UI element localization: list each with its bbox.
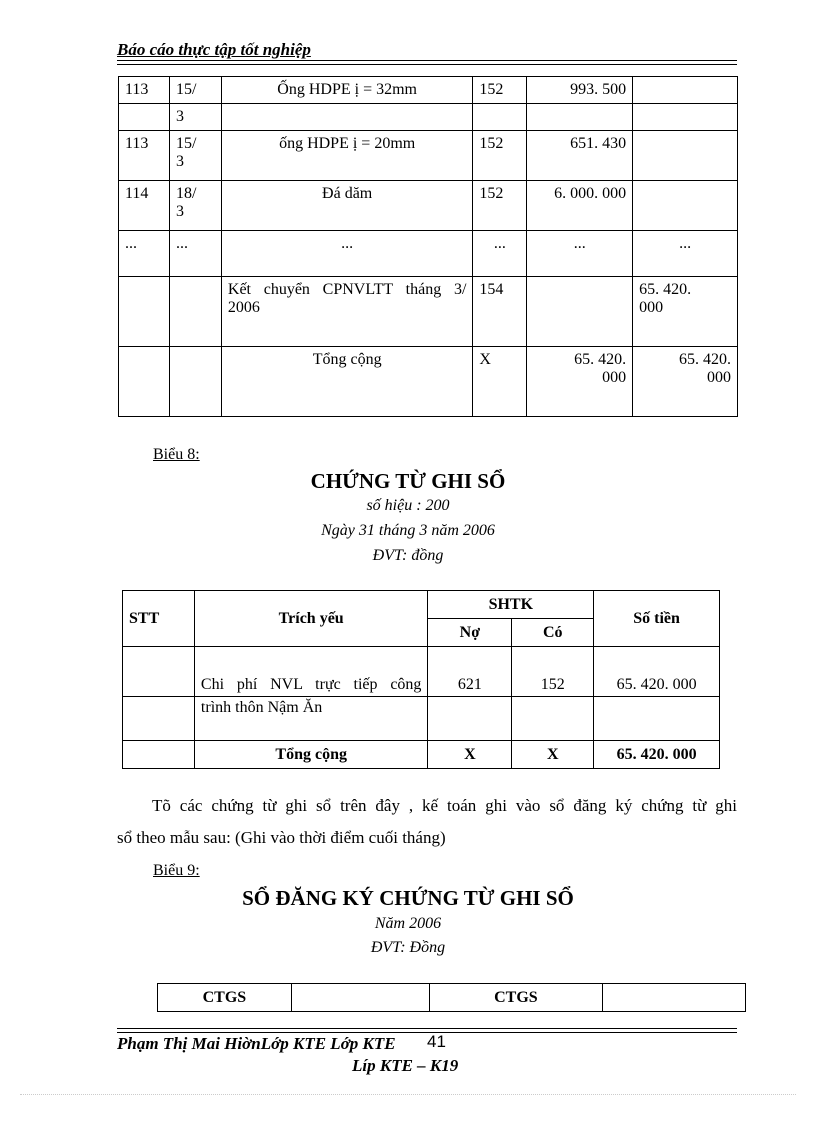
footer-author: Phạm Thị Mai HiờnLớp KTE Lớp KTE: [117, 1034, 396, 1053]
row-stt: [123, 647, 195, 697]
page-bottom-border: [20, 1094, 796, 1095]
paragraph-line1: Tõ các chứng từ ghi sổ trên đây , kế toán ghi vào sổ đăng ký chứng từ ghi: [152, 796, 737, 815]
voucher-label: Biểu 8:: [153, 446, 200, 463]
table-cell: 18/ 3: [169, 181, 221, 231]
total-amount: 65. 420. 000: [594, 741, 720, 769]
table-cell: 113: [119, 131, 170, 181]
table-cell: 3: [169, 104, 221, 131]
table-cell: 113: [119, 77, 170, 104]
register-table: [157, 983, 746, 1012]
table-cell: 65. 420. 000: [633, 277, 738, 347]
total-debit: X: [428, 741, 512, 769]
page-number: 41: [427, 1032, 446, 1051]
table-cell: X: [473, 347, 527, 417]
table-cell: 152: [473, 77, 527, 104]
table-cell: [169, 347, 221, 417]
register-col2: CTGS: [429, 984, 603, 1012]
table-cell: Đá dăm: [221, 181, 473, 231]
table-cell: [473, 104, 527, 131]
row-credit: [512, 697, 594, 741]
table-cell: [527, 104, 633, 131]
register-year: Năm 2006: [374, 915, 442, 932]
table-cell: 993. 500: [527, 77, 633, 104]
footer-rule: [117, 1028, 737, 1029]
header-credit: Có: [512, 619, 594, 647]
header-shtk: SHTK: [428, 591, 594, 619]
voucher-title: CHỨNG TỪ GHI SỔ: [310, 469, 506, 493]
header-debit: Nợ: [428, 619, 512, 647]
table-cell: 65. 420. 000: [633, 347, 738, 417]
table-cell: 15/: [169, 77, 221, 104]
table-cell: 152: [473, 131, 527, 181]
table-cell: [169, 277, 221, 347]
table-cell: 6. 000. 000: [527, 181, 633, 231]
page-header: Báo cáo thực tập tốt nghiệp: [117, 40, 311, 59]
header-rule-2: [117, 64, 737, 65]
table-cell: Ống HDPE ị = 32mm: [221, 77, 473, 104]
table-cell: Kết chuyển CPNVLTT tháng 3/ 2006: [221, 277, 473, 347]
table-cell: ...: [169, 231, 221, 277]
total-stt: [123, 741, 195, 769]
total-label: Tổng cộng: [194, 741, 428, 769]
table-cell: 152: [473, 181, 527, 231]
table-row: [119, 181, 738, 231]
header-rule: [117, 60, 737, 61]
voucher-unit: ĐVT: đồng: [372, 547, 444, 564]
table-row: [119, 231, 738, 277]
ledger-table: [118, 76, 738, 417]
register-col-empty: [291, 984, 429, 1012]
paragraph-line2: sổ theo mẫu sau: (Ghi vào thời điểm cuối tháng): [117, 828, 446, 847]
table-row: [119, 77, 738, 104]
table-cell: ...: [527, 231, 633, 277]
table-cell: ...: [221, 231, 473, 277]
table-cell: Tổng cộng: [221, 347, 473, 417]
voucher-number: số hiệu : 200: [366, 497, 450, 514]
register-col-empty: [603, 984, 746, 1012]
row-debit: 621: [428, 647, 512, 697]
table-cell: 154: [473, 277, 527, 347]
table-cell: [119, 104, 170, 131]
table-row: [119, 104, 738, 131]
table-row: [119, 347, 738, 417]
row-desc-cont: trình thôn Nậm Ăn: [194, 697, 428, 741]
footer-class: Líp KTE – K19: [352, 1056, 459, 1075]
header-desc: Trích yếu: [194, 591, 428, 647]
table-cell: 114: [119, 181, 170, 231]
table-cell: ...: [119, 231, 170, 277]
table-cell: [527, 277, 633, 347]
register-unit: ĐVT: Đồng: [370, 939, 446, 956]
table-row: [119, 277, 738, 347]
row-stt: [123, 697, 195, 741]
table-cell: 651. 430: [527, 131, 633, 181]
table-cell: [633, 77, 738, 104]
table-cell: [633, 181, 738, 231]
table-row: [119, 131, 738, 181]
total-credit: X: [512, 741, 594, 769]
table-cell: [119, 347, 170, 417]
row-debit: [428, 697, 512, 741]
table-cell: [221, 104, 473, 131]
register-title: SỔ ĐĂNG KÝ CHỨNG TỪ GHI SỔ: [242, 886, 574, 910]
table-cell: [633, 104, 738, 131]
table-cell: [633, 131, 738, 181]
row-amount: 65. 420. 000: [594, 647, 720, 697]
table-cell: 15/ 3: [169, 131, 221, 181]
table-cell: [119, 277, 170, 347]
row-amount: [594, 697, 720, 741]
row-desc: Chi phí NVL trực tiếp công: [194, 647, 428, 697]
table-cell: ống HDPE ị = 20mm: [221, 131, 473, 181]
voucher-table: [122, 590, 720, 769]
register-label: Biểu 9:: [153, 862, 200, 879]
row-credit: 152: [512, 647, 594, 697]
table-cell: ...: [633, 231, 738, 277]
table-cell: ...: [473, 231, 527, 277]
register-col1: CTGS: [158, 984, 292, 1012]
header-amount: Số tiền: [594, 591, 720, 647]
voucher-date: Ngày 31 tháng 3 năm 2006: [321, 522, 495, 539]
header-stt: STT: [123, 591, 195, 647]
table-cell: 65. 420. 000: [527, 347, 633, 417]
